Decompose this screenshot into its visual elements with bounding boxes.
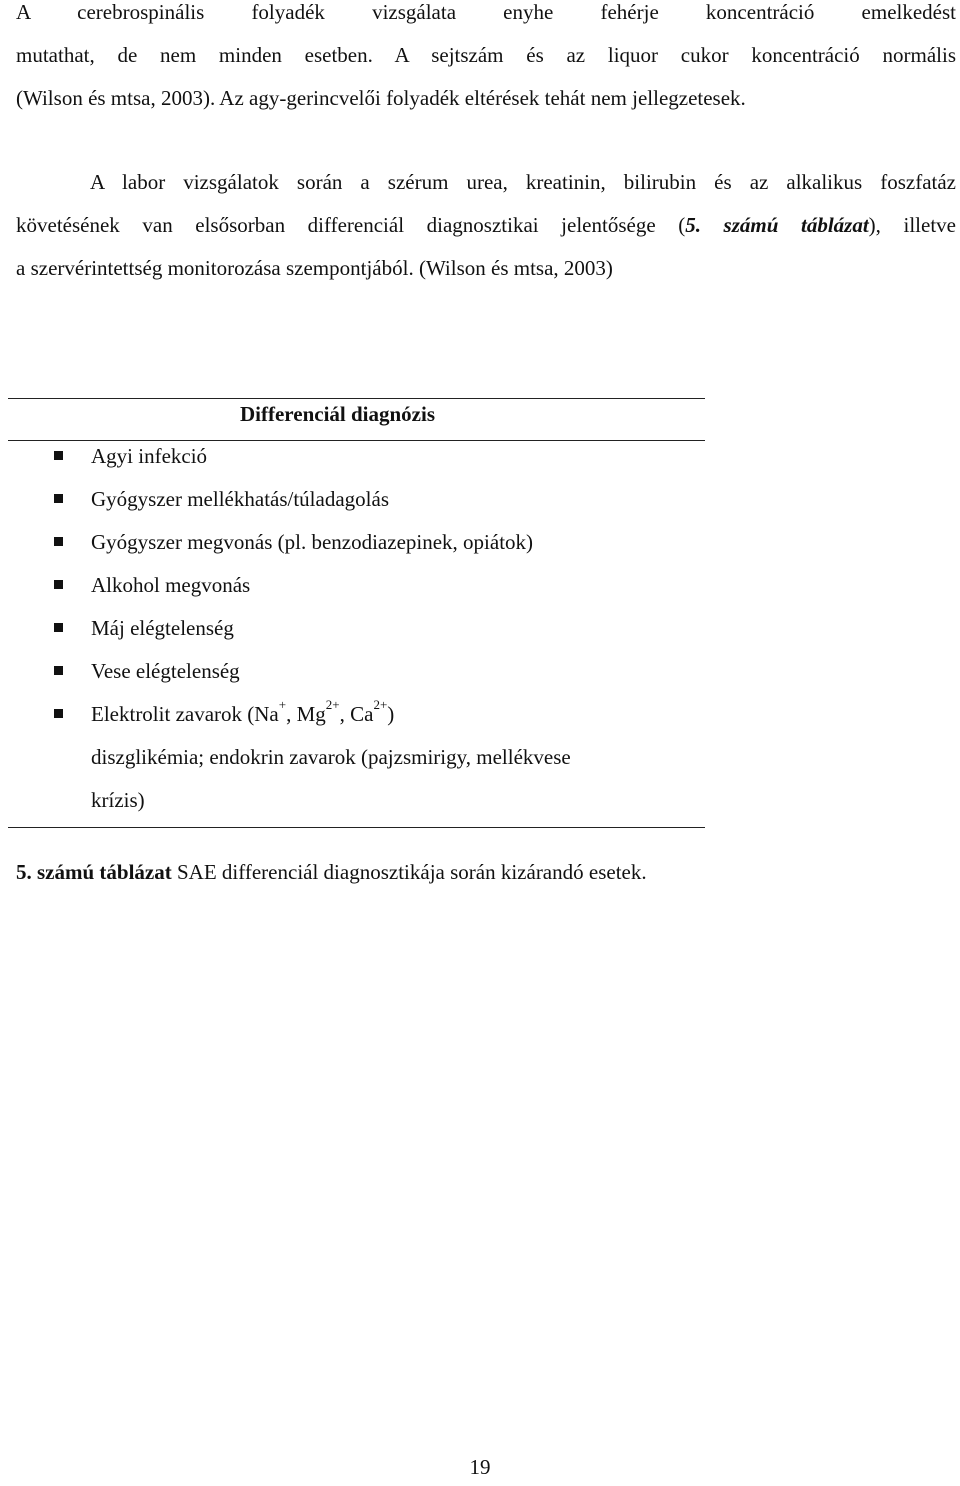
list-continuation: diszglikémia; endokrin zavarok (pajzsmirigy, mellékvese	[91, 745, 571, 769]
square-bullet-icon	[54, 580, 63, 589]
paragraph-csf	[16, 0, 956, 120]
list-item	[54, 607, 533, 650]
paragraph-line: (Wilson és mtsa, 2003). Az agy-gerincvelői folyadék eltérések tehát nem jellegzetesek.	[16, 86, 746, 110]
list-item	[54, 478, 533, 521]
sodium-charge: +	[278, 697, 287, 712]
paragraph-line: mutathat, de nem minden esetben. A sejtszám és az liquor cukor koncentráció normális	[16, 43, 956, 67]
caption-text: SAE differenciál diagnosztikája során kizárandó esetek.	[171, 860, 647, 884]
list-item	[54, 564, 533, 607]
paragraph-line: a szervérintettség monitorozása szempontjából. (Wilson és mtsa, 2003)	[16, 256, 613, 280]
table-reference: 5. számú táblázat	[685, 213, 869, 237]
square-bullet-icon	[54, 623, 63, 632]
paragraph-lab	[16, 161, 956, 290]
paragraph-text: ), illetve	[868, 213, 956, 237]
list-item-text: Agyi infekció	[91, 444, 208, 468]
calcium-charge: 2+	[373, 697, 388, 712]
square-bullet-icon	[54, 494, 63, 503]
list-item	[54, 435, 533, 478]
electrolyte-prefix: Elektrolit zavarok (Na	[91, 702, 279, 726]
paragraph-line: A labor vizsgálatok során a szérum urea, kreatinin, bilirubin és az alkalikus foszfatáz	[90, 170, 956, 194]
list-item-text: Vese elégtelenség	[91, 659, 240, 683]
caption-label: 5. számú táblázat	[16, 860, 172, 884]
square-bullet-icon	[54, 666, 63, 675]
paragraph-line: A cerebrospinális folyadék vizsgálata enyhe fehérje koncentráció emelkedést	[16, 0, 956, 24]
table-caption	[16, 851, 647, 894]
list-item-electrolyte	[54, 693, 533, 736]
list-item	[54, 521, 533, 564]
square-bullet-icon	[54, 451, 63, 460]
magnesium-charge: 2+	[325, 697, 340, 712]
list-item-text: Gyógyszer megvonás (pl. benzodiazepinek, opiátok)	[91, 530, 534, 554]
electrolyte-suffix: )	[387, 702, 395, 726]
list-item	[54, 650, 533, 693]
paragraph-line	[16, 204, 956, 247]
square-bullet-icon	[54, 537, 63, 546]
table-bottom-rule	[8, 827, 705, 828]
magnesium-label: , Mg	[286, 702, 326, 726]
list-continuation: krízis)	[91, 788, 145, 812]
square-bullet-icon	[54, 709, 63, 718]
paragraph-text: követésének van elsősorban differenciál diagnosztikai jelentősége (	[16, 213, 686, 237]
list-item-text: Gyógyszer mellékhatás/túladagolás	[91, 487, 389, 511]
calcium-label: , Ca	[339, 702, 374, 726]
list-item-text: Alkohol megvonás	[91, 573, 251, 597]
page-number: 19	[469, 1455, 491, 1479]
list-item-text: Máj elégtelenség	[91, 616, 234, 640]
differential-list	[54, 435, 533, 736]
table-header: Differenciál diagnózis	[240, 402, 436, 426]
